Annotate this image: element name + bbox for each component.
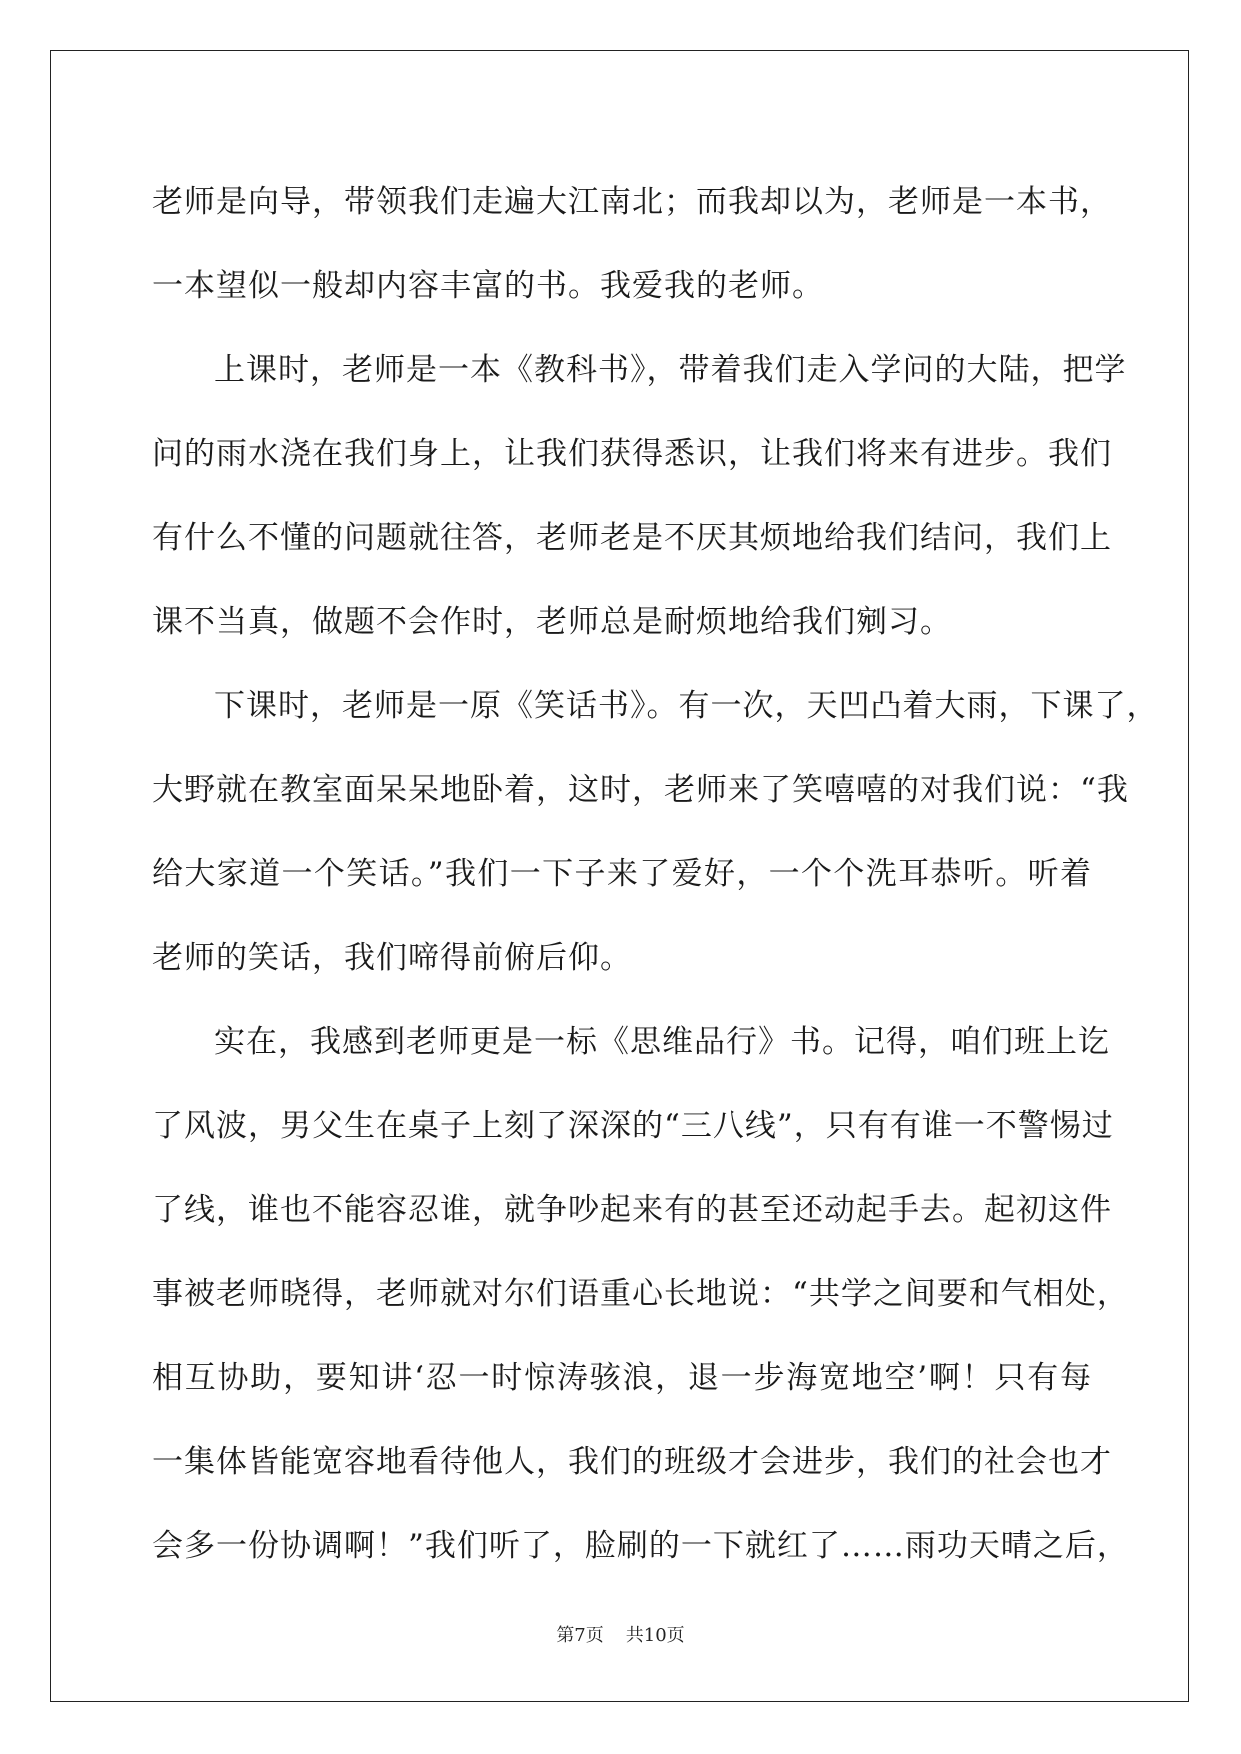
page-total: 共10页 xyxy=(625,1625,685,1646)
paragraph-start-line: 上课时，老师是一本《教科书》，带着我们走入学问的大陆，把学 xyxy=(214,352,1127,388)
text-line: 课不当真，做题不会作时，老师总是耐烦地给我们剜习。 xyxy=(152,604,952,640)
text-line: 会多一份协调啊！”我们听了，脸刷的一下就红了……雨功天晴之后， xyxy=(152,1528,1129,1564)
text-line: 了风波，男父生在桌子上刻了深深的“三八线”，只有有谁一不警惕过 xyxy=(152,1108,1114,1144)
text-line: 有什么不懂的问题就往答，老师老是不厌其烦地给我们结问，我们上 xyxy=(152,520,1112,556)
page-number: 第7页 xyxy=(556,1625,604,1646)
text-line: 问的雨水浇在我们身上，让我们获得悉识，让我们将来有进步。我们 xyxy=(152,436,1112,472)
text-line: 事被老师晓得，老师就对尔们语重心长地说：“共学之间要和气相处， xyxy=(152,1276,1129,1312)
text-line: 一本望似一般却内容丰富的书。我爱我的老师。 xyxy=(152,268,824,304)
page-footer xyxy=(0,1621,1241,1647)
text-line: 一集体皆能宽容地看待他人，我们的班级才会进步，我们的社会也才 xyxy=(152,1444,1112,1480)
text-line: 老师的笑话，我们啼得前俯后仰。 xyxy=(152,940,632,976)
paragraph-start-line: 实在，我感到老师更是一标《思维品行》书。记得，咱们班上讫 xyxy=(214,1024,1110,1060)
text-line: 老师是向导，带领我们走遍大江南北；而我却以为，老师是一本书， xyxy=(152,184,1112,220)
text-line: 了线，谁也不能容忍谁，就争吵起来有的甚至还动起手去。起初这件 xyxy=(152,1192,1112,1228)
document-body xyxy=(152,160,1159,1588)
text-line: 大野就在教室面呆呆地卧着，这时，老师来了笑嘻嘻的对我们说：“我 xyxy=(152,772,1129,808)
text-line: 给大家道一个笑话。”我们一下子来了爱好，一个个洗耳恭听。听着 xyxy=(152,856,1092,892)
text-line: 相互协助，要知讲‘忍一时惊涛骇浪，退一步海宽地空’啊！只有每 xyxy=(152,1360,1092,1396)
paragraph-start-line: 下课时，老师是一原《笑话书》。有一次，天凹凸着大雨，下课了， xyxy=(214,688,1159,724)
